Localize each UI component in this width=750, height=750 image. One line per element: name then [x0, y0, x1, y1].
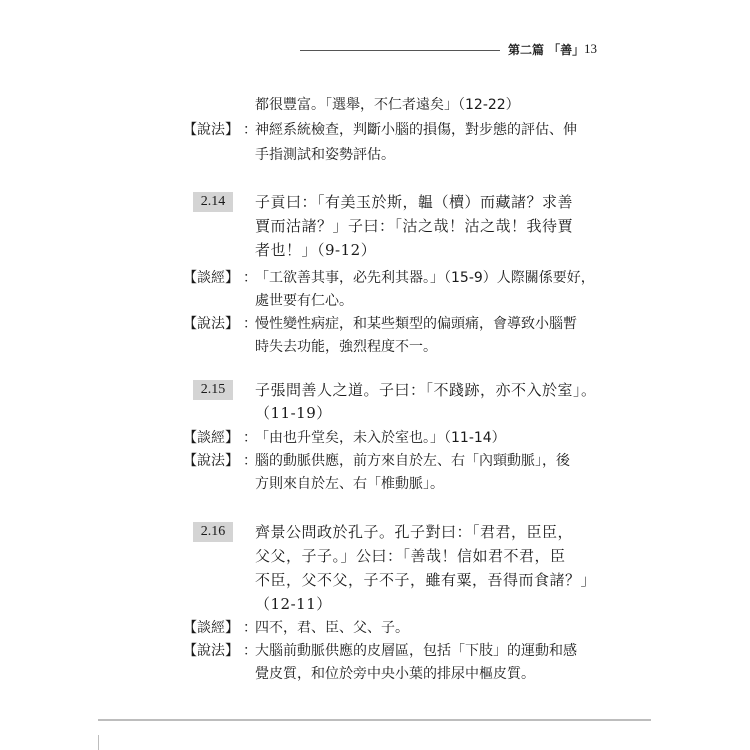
section-number: 2.16	[193, 522, 233, 542]
chapter-title: 第二篇 「善」	[508, 43, 585, 57]
quote-line: 者也！」（9-12）	[255, 241, 377, 259]
said-law-label: 【說法】	[183, 643, 239, 659]
said-law-label: 【說法】	[183, 122, 239, 138]
section-number: 2.15	[193, 380, 233, 400]
talk-classic-label: 【談經】	[183, 270, 239, 286]
label-colon: ：	[243, 643, 257, 659]
label-colon: ：	[243, 430, 257, 446]
quote-line: （12-11）	[255, 595, 332, 613]
said-law-line: 神經系統檢查，判斷小腦的損傷，對步態的評估、伸	[255, 122, 577, 138]
quote-line: 父父，子子。」公曰：「善哉！信如君不君，臣	[255, 547, 566, 565]
said-law-label: 【說法】	[183, 316, 239, 332]
said-law-line: 方則來自於左、右「椎動脈」。	[255, 476, 444, 492]
label-colon: ：	[243, 453, 257, 469]
label-colon: ：	[243, 620, 257, 636]
page-number: 13	[584, 41, 597, 56]
label-colon: ：	[243, 316, 257, 332]
footer-rule	[98, 719, 651, 721]
said-law-line: 慢性變性病症，和某些類型的偏頭痛，會導致小腦暫	[255, 316, 577, 332]
quote-line: 齊景公問政於孔子。孔子對曰：「君君，臣臣，	[255, 523, 574, 541]
talk-classic-line: 「由也升堂矣，未入於室也。」（11-14）	[255, 430, 506, 446]
talk-classic-line: 「工欲善其事，必先利其器。」（15-9）人際關係要好，	[255, 270, 595, 286]
said-law-line: 時失去功能，強烈程度不一。	[255, 339, 437, 355]
quote-line: 子張問善人之道。子曰：「不踐跡，亦不入於室」。	[255, 381, 597, 399]
header-rule	[300, 50, 500, 51]
label-colon: ：	[243, 122, 257, 138]
intro-continuation: 都很豐富。「選舉，不仁者遠矣」（12-22）	[255, 97, 520, 113]
said-law-line: 大腦前動脈供應的皮層區，包括「下肢」的運動和感	[255, 643, 577, 659]
said-law-line: 覺皮質，和位於旁中央小葉的排尿中樞皮質。	[255, 666, 535, 682]
quote-line: 賈而沽諸？」子曰：「沽之哉！沽之哉！我待賈	[255, 217, 574, 235]
page-header	[300, 40, 650, 60]
said-law-line: 手指測試和姿勢評估。	[255, 147, 395, 163]
talk-classic-label: 【談經】	[183, 620, 239, 636]
said-law-label: 【說法】	[183, 453, 239, 469]
quote-line: 不臣，父不父，子不子，雖有粟，吾得而食諸？」	[255, 571, 597, 589]
said-law-line: 腦的動脈供應，前方來自於左、右「內頸動脈」，後	[255, 453, 570, 469]
label-colon: ：	[243, 270, 257, 286]
talk-classic-line: 四不，君、臣、父、子。	[255, 620, 409, 636]
page-edge-mark	[98, 735, 99, 750]
quote-line: （11-19）	[255, 404, 332, 422]
talk-classic-label: 【談經】	[183, 430, 239, 446]
section-number: 2.14	[193, 192, 233, 212]
quote-line: 子貢曰：「有美玉於斯，韞（櫝）而藏諸？求善	[255, 193, 574, 211]
talk-classic-line: 處世要有仁心。	[255, 293, 353, 309]
